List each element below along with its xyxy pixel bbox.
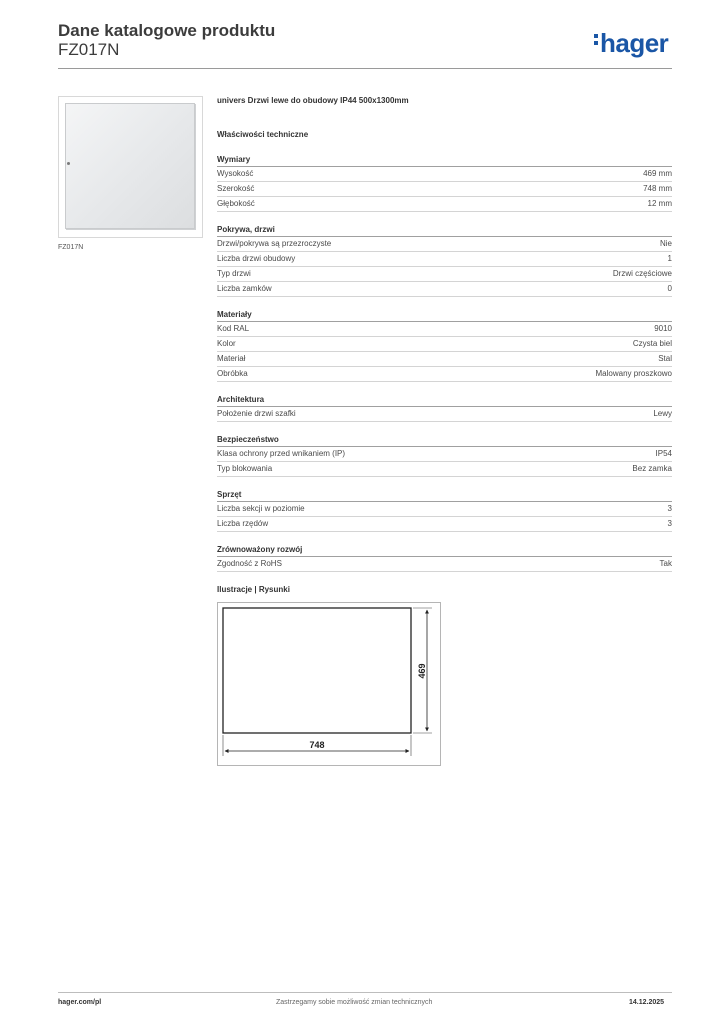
spec-row xyxy=(217,352,672,367)
spec-value: 748 mm xyxy=(643,184,672,193)
spec-row xyxy=(217,167,672,182)
spec-section-title: Architektura xyxy=(217,394,672,407)
header-divider xyxy=(58,68,672,69)
spec-label: Głębokość xyxy=(217,199,255,208)
footer-website: hager.com/pl xyxy=(58,999,102,1006)
spec-value: Bez zamka xyxy=(632,464,672,473)
spec-label: Klasa ochrony przed wnikaniem (IP) xyxy=(217,449,346,458)
spec-section-title: Materiały xyxy=(217,309,672,322)
spec-label: Kolor xyxy=(217,339,236,348)
spec-section-title: Wymiary xyxy=(217,154,672,167)
spec-label: Obróbka xyxy=(217,369,248,378)
spec-label: Liczba zamków xyxy=(217,284,272,293)
spec-label: Zgodność z RoHS xyxy=(217,559,282,568)
spec-label: Wysokość xyxy=(217,169,254,178)
spec-value: 3 xyxy=(667,504,672,513)
spec-row xyxy=(217,252,672,267)
hager-logo xyxy=(594,28,668,59)
width-dimension-label: 748 xyxy=(309,740,325,750)
spec-section-title: Bezpieczeństwo xyxy=(217,434,672,447)
spec-section-title: Sprzęt xyxy=(217,489,672,502)
spec-value: 469 mm xyxy=(643,169,672,178)
spec-value: Drzwi częściowe xyxy=(612,269,672,278)
spec-row xyxy=(217,337,672,352)
spec-row xyxy=(217,557,672,572)
spec-row xyxy=(217,322,672,337)
spec-label: Typ drzwi xyxy=(217,269,251,278)
footer-date: 14.12.2025 xyxy=(629,999,665,1006)
spec-row xyxy=(217,282,672,297)
spec-value: Tak xyxy=(659,559,672,568)
dimension-drawing-svg xyxy=(218,603,440,765)
spec-value: Stal xyxy=(658,354,672,363)
spec-label: Drzwi/pokrywa są przezroczyste xyxy=(217,239,332,248)
spec-value: Lewy xyxy=(653,409,672,418)
spec-sections xyxy=(217,154,672,572)
spec-section xyxy=(217,224,672,297)
product-code: FZ017N xyxy=(58,40,120,59)
footer-disclaimer: Zastrzegamy sobie możliwość zmian technicznych xyxy=(276,999,433,1006)
spec-row xyxy=(217,517,672,532)
spec-section xyxy=(217,309,672,382)
document-title: Dane katalogowe produktu xyxy=(58,21,276,40)
spec-value: 0 xyxy=(667,284,672,293)
product-description: univers Drzwi lewe do obudowy IP44 500x1300mm xyxy=(217,96,409,105)
door-outline xyxy=(223,608,411,733)
spec-section-title: Zrównoważony rozwój xyxy=(217,544,672,557)
spec-row xyxy=(217,447,672,462)
spec-label: Typ blokowania xyxy=(217,464,273,473)
product-image xyxy=(58,96,203,238)
height-dimension-label: 469 xyxy=(417,663,427,679)
spec-value: IP54 xyxy=(655,449,672,458)
spec-row xyxy=(217,502,672,517)
spec-value: Malowany proszkowo xyxy=(595,369,672,378)
spec-row xyxy=(217,182,672,197)
spec-row xyxy=(217,267,672,282)
spec-section xyxy=(217,434,672,477)
spec-label: Kod RAL xyxy=(217,324,250,333)
footer-divider xyxy=(58,992,672,993)
spec-label: Materiał xyxy=(217,354,246,363)
logo-dots-icon xyxy=(594,34,598,48)
spec-value: Czysta biel xyxy=(632,339,672,348)
spec-label: Liczba sekcji w poziomie xyxy=(217,504,305,513)
door-panel-picture xyxy=(65,103,195,229)
illustrations-title: Ilustracje | Rysunki xyxy=(217,585,290,594)
door-hinge-icon xyxy=(67,162,70,165)
spec-value: 1 xyxy=(667,254,672,263)
spec-section xyxy=(217,394,672,422)
dimension-drawing xyxy=(217,602,441,766)
spec-value: Nie xyxy=(659,239,672,248)
spec-value: 9010 xyxy=(654,324,672,333)
spec-label: Liczba rzędów xyxy=(217,519,269,528)
spec-label: Szerokość xyxy=(217,184,255,193)
spec-value: 12 mm xyxy=(647,199,672,208)
specification-content xyxy=(217,96,672,572)
spec-row xyxy=(217,407,672,422)
spec-value: 3 xyxy=(667,519,672,528)
logo-text: hager xyxy=(600,28,669,58)
spec-label: Liczba drzwi obudowy xyxy=(217,254,296,263)
spec-row xyxy=(217,462,672,477)
technical-properties-title: Właściwości techniczne xyxy=(217,130,309,139)
spec-row xyxy=(217,197,672,212)
spec-row xyxy=(217,237,672,252)
spec-row xyxy=(217,367,672,382)
spec-section xyxy=(217,544,672,572)
spec-label: Położenie drzwi szafki xyxy=(217,409,296,418)
spec-section-title: Pokrywa, drzwi xyxy=(217,224,672,237)
product-image-caption: FZ017N xyxy=(58,244,84,251)
spec-section xyxy=(217,489,672,532)
spec-section xyxy=(217,154,672,212)
